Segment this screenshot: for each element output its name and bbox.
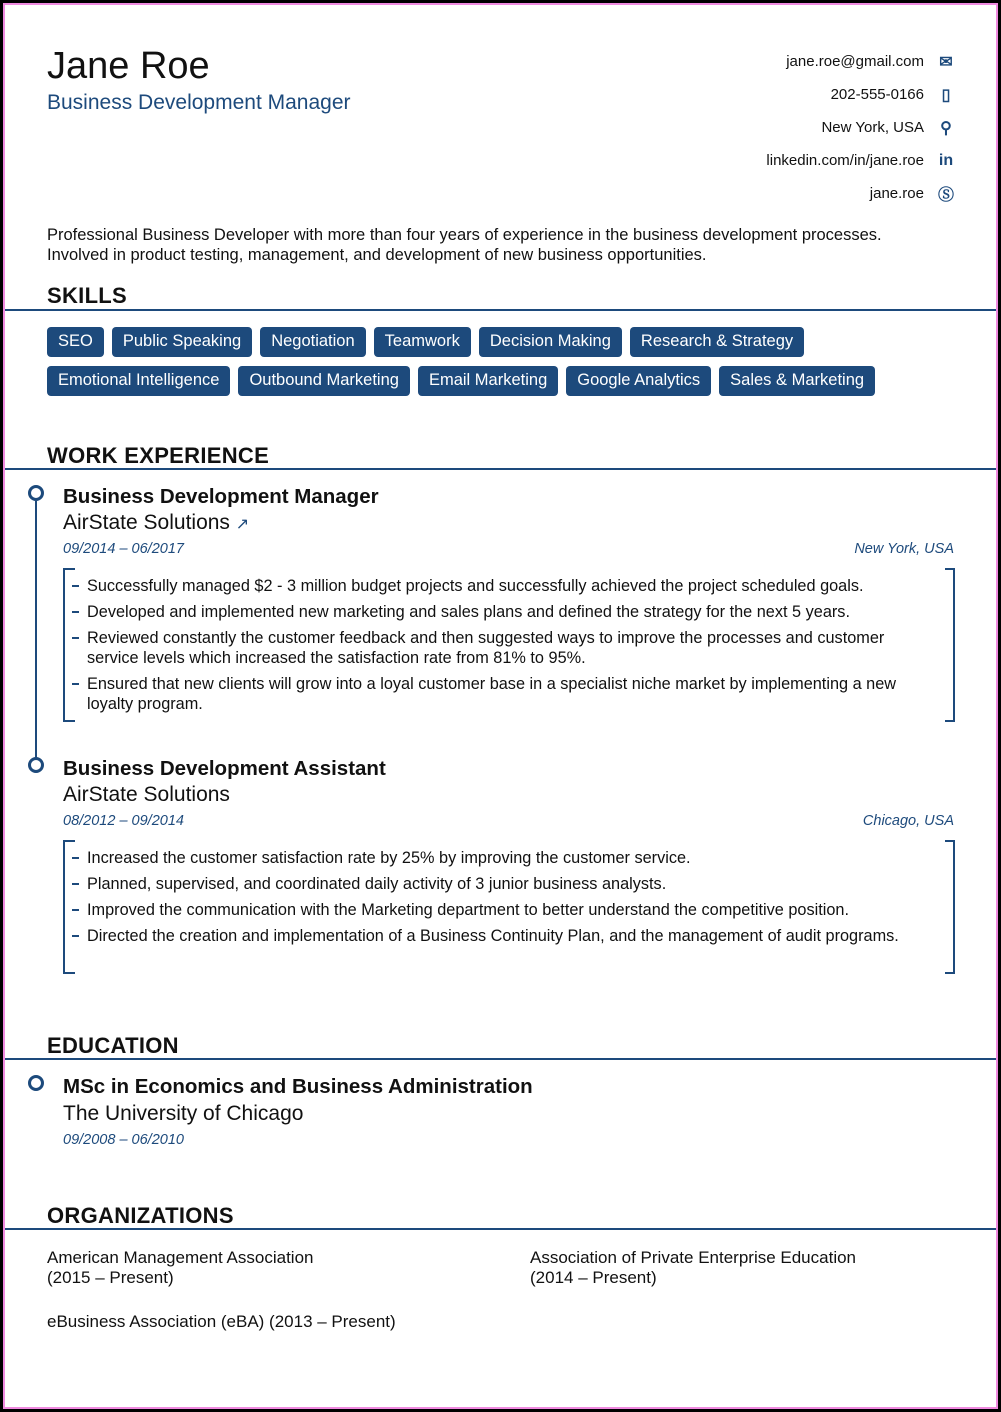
contact-text: linkedin.com/in/jane.roe — [766, 152, 924, 169]
divider — [5, 1228, 996, 1230]
timeline-dot — [28, 485, 44, 501]
linkedin-icon: in — [938, 151, 954, 169]
bullet: Improved the communication with the Marketing department to better understand the competitive position. — [87, 900, 935, 920]
section-title-work: WORK EXPERIENCE — [47, 443, 270, 468]
envelope-icon: ✉ — [939, 53, 953, 71]
job-bullets — [63, 568, 955, 722]
company-name: AirState Solutions — [63, 783, 230, 806]
contact-list — [556, 45, 956, 210]
job-dates: 08/2012 – 09/2014 — [63, 813, 184, 829]
divider — [5, 468, 996, 470]
bullet: Planned, supervised, and coordinated daily activity of 3 junior business analysts. — [87, 874, 935, 894]
summary: Professional Business Developer with more than four years of experience in the business development processes. Involved in product testing, management, and development of new business opportunities. — [47, 226, 882, 264]
bullet: Increased the customer satisfaction rate by 25% by improving the customer service. — [87, 848, 935, 868]
resume-page — [3, 3, 998, 1409]
organization-item: eBusiness Association (eBA) (2013 – Present) — [47, 1312, 396, 1331]
section-title-education: EDUCATION — [47, 1033, 179, 1058]
skill-tag: Negotiation — [260, 327, 365, 357]
contact-location — [556, 111, 956, 144]
contact-text: New York, USA — [821, 119, 924, 136]
school: The University of Chicago — [63, 1102, 304, 1125]
organization-item — [530, 1248, 856, 1288]
skill-tag: Research & Strategy — [630, 327, 804, 357]
skill-tag: Decision Making — [479, 327, 622, 357]
contact-text: 202-555-0166 — [830, 86, 924, 103]
job-title: Business Development Manager — [63, 485, 379, 508]
job-location: New York, USA — [854, 541, 954, 557]
section-title-skills: SKILLS — [47, 283, 128, 308]
external-link-icon[interactable]: ↗ — [235, 516, 250, 533]
bullet: Developed and implemented new marketing and sales plans and defined the strategy for the next 5 years. — [87, 602, 935, 622]
job-title: Business Development Assistant — [63, 757, 386, 780]
section-title-organizations: ORGANIZATIONS — [47, 1203, 234, 1228]
skill-tag: Google Analytics — [566, 366, 711, 396]
bullet: Directed the creation and implementation of a Business Continuity Plan, and the management of audit programs. — [87, 926, 935, 946]
organization-name: American Management Association — [47, 1248, 314, 1267]
contact-email[interactable] — [556, 45, 956, 78]
organization-period: (2015 – Present) — [47, 1268, 174, 1287]
job-bullets — [63, 840, 955, 974]
skype-icon: Ⓢ — [937, 187, 954, 204]
divider — [5, 309, 996, 311]
divider — [5, 1058, 996, 1060]
location-pin-icon: ⚲ — [940, 119, 952, 137]
timeline-line — [35, 501, 37, 763]
bullet: Ensured that new clients will grow into a loyal customer base in a specialist niche market by implementing a new loyalty program. — [87, 674, 935, 714]
job-dates: 09/2014 – 06/2017 — [63, 541, 184, 557]
degree: MSc in Economics and Business Administration — [63, 1075, 533, 1098]
company-name[interactable] — [63, 511, 249, 535]
candidate-title: Business Development Manager — [47, 91, 351, 114]
bullet: Successfully managed $2 - 3 million budget projects and successfully achieved the project scheduled goals. — [87, 576, 935, 596]
timeline-dot — [28, 1075, 44, 1091]
skill-tag: Public Speaking — [112, 327, 252, 357]
phone-icon: ▯ — [941, 86, 951, 104]
skill-tag: Emotional Intelligence — [47, 366, 230, 396]
skill-tag: Outbound Marketing — [238, 366, 410, 396]
timeline-dot — [28, 757, 44, 773]
skill-tag: Sales & Marketing — [719, 366, 875, 396]
skills-list — [47, 327, 947, 396]
skill-tag: SEO — [47, 327, 104, 357]
skill-tag: Teamwork — [374, 327, 471, 357]
contact-phone[interactable] — [556, 78, 956, 111]
education-dates: 09/2008 – 06/2010 — [63, 1132, 184, 1148]
job-location: Chicago, USA — [862, 813, 954, 829]
company-text: AirState Solutions — [63, 511, 230, 534]
bullet: Reviewed constantly the customer feedback and then suggested ways to improve the processes and customer service levels which increased the satisfaction rate from 81% to 95%. — [87, 628, 935, 668]
candidate-name: Jane Roe — [47, 45, 210, 87]
organization-period: (2014 – Present) — [530, 1268, 657, 1287]
skill-tag: Email Marketing — [418, 366, 558, 396]
contact-text: jane.roe@gmail.com — [786, 53, 924, 70]
organization-item — [47, 1248, 313, 1288]
contact-skype[interactable] — [556, 177, 956, 210]
organization-name: Association of Private Enterprise Education — [530, 1248, 857, 1267]
contact-linkedin[interactable] — [556, 144, 956, 177]
contact-text: jane.roe — [869, 185, 924, 202]
